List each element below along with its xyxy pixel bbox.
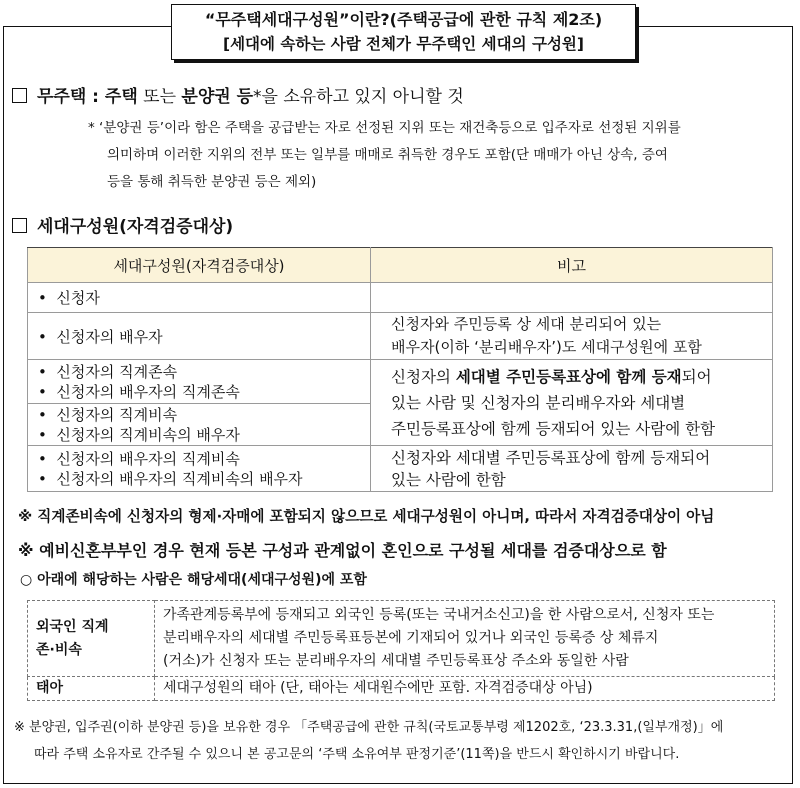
section2-heading-text: 세대구성원(자격검증대상): [37, 217, 234, 237]
table-cell: • 신청자의 직계존속 • 신청자의 배우자의 직계존속: [28, 360, 371, 404]
table-cell: [371, 313, 773, 360]
section2-heading: [12, 212, 233, 237]
row-spouse-ascendant: 신청자의 배우자의 직계존속: [56, 382, 240, 401]
table-cell: • 신청자의 직계비속 • 신청자의 직계비속의 배우자: [28, 404, 371, 446]
table-cell: [371, 283, 773, 313]
spouse-note-1: 신청자와 주민등록 상 세대 분리되어 있는: [391, 315, 662, 333]
row-spouse-descendant: 신청자의 배우자의 직계비속: [56, 449, 240, 468]
sub-heading: ○ 아래에 해당하는 사람은 해당세대(세대구성원)에 포함: [20, 572, 367, 588]
foreign-desc-2: 분리배우자의 세대별 주민등록표등본에 기재되어 있거나 외국인 등록증 상 체류지: [163, 630, 659, 646]
foreign-desc-3: (거소)가 신청자 또는 분리배우자의 세대별 주민등록표상 주소와 동일한 사람: [163, 653, 629, 669]
note-pre: 신청자의: [391, 367, 456, 386]
warning-newlyweds: ※ 예비신혼부부인 경우 현재 등본 구성과 관계없이 혼인으로 구성될 세대를 검증대상으로 함: [18, 541, 667, 560]
section1-tail: *을 소유하고 있지 아니할 것: [253, 87, 464, 107]
table-row: [28, 360, 773, 404]
title-box: [171, 4, 636, 60]
row-descendant-spouse: 신청자의 직계비속의 배우자: [56, 425, 240, 444]
foreign-key-2: 존·비속: [36, 641, 82, 658]
household-members-table: [27, 247, 773, 492]
table-row: [28, 283, 773, 313]
table-row: [28, 313, 773, 360]
note-line: 신청자와 세대별 주민등록표상에 함께 등재되어: [391, 448, 711, 467]
checkbox-glyph-icon: [12, 88, 27, 103]
note-line: 있는 사람에 한함: [391, 470, 506, 489]
row-descendant: 신청자의 직계비속: [56, 405, 178, 424]
table-row: [28, 446, 773, 492]
title-line2: [세대에 속하는 사람 전체가 무주택인 세대의 구성원]: [223, 35, 584, 53]
section1-bold2: 분양권 등: [181, 87, 254, 107]
note-post: 되어: [681, 367, 712, 386]
table-cell: [28, 283, 371, 313]
note-line: 있는 사람 및 신청자의 분리배우자와 세대별: [391, 393, 686, 412]
warning-siblings: ※ 직계존비속에 신청자의 형제·자매에 포함되지 않으므로 세대구성원이 아니며, 따라서 자격검증대상이 아님: [18, 508, 715, 525]
row-ascendant: 신청자의 직계존속: [56, 362, 178, 381]
title-line1: “무주택세대구성원”이란?(주택공급에 관한 규칙 제2조): [204, 10, 603, 29]
note-line: 주민등록표상에 함께 등재되어 있는 사람에 한함: [391, 419, 716, 438]
checkbox-glyph-icon: [12, 218, 27, 233]
table-cell: [28, 601, 155, 677]
table-cell: [155, 601, 775, 677]
table-row: [28, 601, 775, 677]
row-applicant: 신청자: [56, 289, 100, 307]
row-spouse-descendant-spouse: 신청자의 배우자의 직계비속의 배우자: [56, 469, 303, 488]
section1-heading: [12, 82, 464, 107]
bottom-note-1: ※ 분양권, 입주권(이하 분양권 등)을 보유한 경우 「주택공급에 관한 규칙(국토교통부령 제1202호, ‘23.3.31,(일부개정)」에: [14, 720, 724, 735]
table-cell: [371, 446, 773, 492]
table-cell: • 신청자의 배우자: [28, 313, 371, 360]
note-line-2: 의미하며 이러한 지위의 전부 또는 일부를 매매로 취득한 경우도 포함(단 매매가 아닌 상속, 증여: [107, 147, 668, 163]
section1-bold: 무주택 : 주택: [37, 87, 138, 107]
row-spouse: 신청자의 배우자: [56, 327, 163, 346]
spouse-note-2: 배우자(이하 ‘분리배우자’)도 세대구성원에 포함: [391, 338, 702, 356]
fetus-key: 태아: [28, 677, 155, 701]
note-bold: 세대별 주민등록표상에 함께 등재: [455, 367, 682, 386]
bottom-note-2: 따라 주택 소유자로 간주될 수 있으니 본 공고문의 ‘주택 소유여부 판정기준’(11쪽)을 반드시 확인하시기 바랍니다.: [34, 747, 680, 762]
table-cell: • 신청자의 배우자의 직계비속 • 신청자의 배우자의 직계비속의 배우자: [28, 446, 371, 492]
table-row: [28, 677, 775, 701]
table-header-members: 세대구성원(자격검증대상): [28, 248, 371, 283]
table-header-remarks: 비고: [371, 248, 773, 283]
bullet: •: [38, 289, 57, 307]
table-cell: [371, 360, 773, 446]
foreign-desc-1: 가족관계등록부에 등재되고 외국인 등록(또는 국내거소신고)을 한 사람으로서, 신청자 또는: [163, 607, 715, 623]
note-line-1: * ‘분양권 등’이라 함은 주택을 공급받는 자로 선정된 지위 또는 재건축등으로 입주자로 선정된 지위를: [88, 120, 681, 136]
foreign-key-1: 외국인 직계: [36, 618, 109, 635]
section1-mid: 또는: [137, 87, 182, 107]
fetus-desc: 세대구성원의 태아 (단, 태아는 세대원수에만 포함. 자격검증대상 아님): [155, 677, 775, 701]
included-persons-table: [27, 600, 775, 701]
note-line-3: 등을 통해 취득한 분양권 등은 제외): [107, 174, 317, 190]
